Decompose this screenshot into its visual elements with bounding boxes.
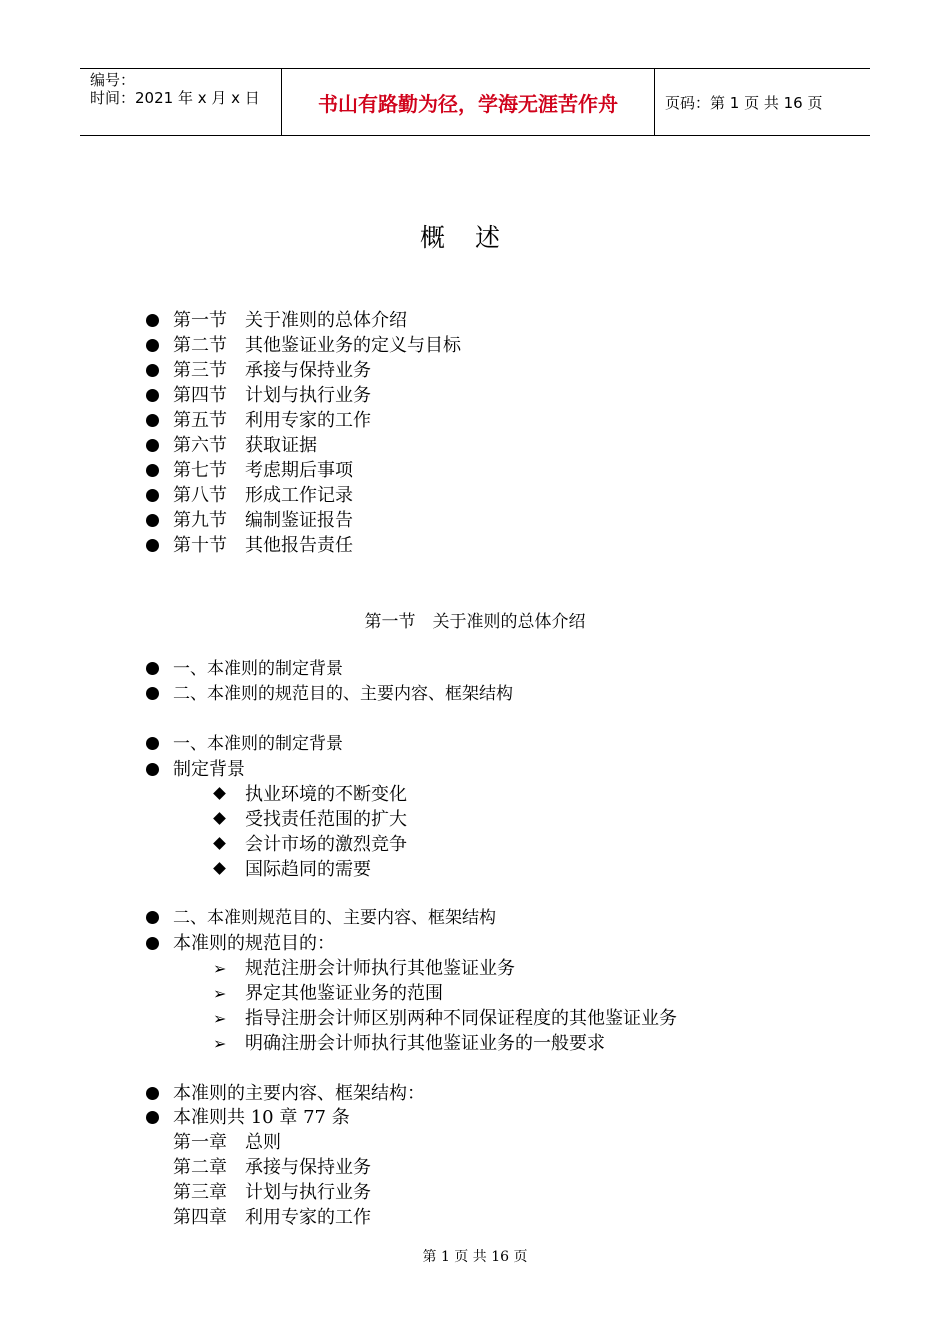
chapter-item: 第四章 利用专家的工作 bbox=[173, 1207, 371, 1228]
bullet-dot-icon bbox=[146, 662, 159, 675]
background-item: 受找责任范围的扩大 bbox=[213, 807, 407, 832]
bullet-dot-icon bbox=[146, 414, 159, 427]
header-motto: 书山有路勤为径，学海无涯苦作舟 bbox=[282, 69, 655, 135]
chapter-item: 第一章 总则 bbox=[173, 1132, 281, 1153]
time-label: 时间：2021 年 x 月 x 日 bbox=[90, 89, 260, 107]
toc-item: 第十节 其他报告责任 bbox=[146, 533, 353, 558]
toc-item: 第八节 形成工作记录 bbox=[146, 483, 353, 508]
diamond-bullet-icon bbox=[213, 862, 226, 875]
purpose-item: ➢ 明确注册会计师执行其他鉴证业务的一般要求 bbox=[213, 1033, 605, 1054]
chapters-label: 本准则共 10 章 77 条 bbox=[146, 1105, 350, 1130]
background-item: 会计市场的激烈竞争 bbox=[213, 832, 407, 857]
arrow-bullet-icon: ➢ bbox=[213, 1009, 227, 1028]
purpose-label: 本准则的规范目的： bbox=[146, 931, 335, 956]
bullet-dot-icon bbox=[146, 763, 159, 776]
arrow-bullet-icon: ➢ bbox=[213, 959, 227, 978]
purpose-item: ➢ 规范注册会计师执行其他鉴证业务 bbox=[213, 958, 515, 979]
bullet-dot-icon bbox=[146, 937, 159, 950]
toc-item: 第四节 计划与执行业务 bbox=[146, 383, 371, 408]
page-title: 概述 bbox=[419, 223, 530, 252]
header-meta bbox=[80, 69, 282, 135]
toc-item: 第一节 关于准则的总体介绍 bbox=[146, 308, 407, 333]
header-page-info: 页码：第 1 页 共 16 页 bbox=[665, 93, 823, 112]
toc-item: 第三节 承接与保持业务 bbox=[146, 358, 371, 383]
toc-item: 第九节 编制鉴证报告 bbox=[146, 508, 353, 533]
toc-item: 第二节 其他鉴证业务的定义与目标 bbox=[146, 333, 461, 358]
bullet-dot-icon bbox=[146, 439, 159, 452]
arrow-bullet-icon: ➢ bbox=[213, 1034, 227, 1053]
bullet-dot-icon bbox=[146, 737, 159, 750]
toc-item: 第七节 考虑期后事项 bbox=[146, 458, 353, 483]
purpose-item: ➢ 界定其他鉴证业务的范围 bbox=[213, 983, 443, 1004]
bullet-dot-icon bbox=[146, 687, 159, 700]
number-label: 编号： bbox=[90, 71, 136, 89]
bullet-dot-icon bbox=[146, 389, 159, 402]
background-item: 国际趋同的需要 bbox=[213, 857, 371, 882]
part-heading: 一、本准则的制定背景 bbox=[146, 732, 343, 757]
outline-item: 一、本准则的制定背景 bbox=[146, 657, 343, 682]
background-item: 执业环境的不断变化 bbox=[213, 782, 407, 807]
diamond-bullet-icon bbox=[213, 812, 226, 825]
bullet-dot-icon bbox=[146, 489, 159, 502]
bullet-dot-icon bbox=[146, 1087, 159, 1100]
chapter-item: 第二章 承接与保持业务 bbox=[173, 1157, 371, 1178]
bullet-dot-icon bbox=[146, 911, 159, 924]
purpose-item: ➢ 指导注册会计师区别两种不同保证程度的其他鉴证业务 bbox=[213, 1008, 677, 1029]
diamond-bullet-icon bbox=[213, 787, 226, 800]
bullet-dot-icon bbox=[146, 514, 159, 527]
content-label: 本准则的主要内容、框架结构： bbox=[146, 1081, 425, 1106]
toc-item: 第六节 获取证据 bbox=[146, 433, 317, 458]
part-heading: 二、本准则规范目的、主要内容、框架结构 bbox=[146, 906, 496, 931]
bullet-dot-icon bbox=[146, 339, 159, 352]
bullet-dot-icon bbox=[146, 464, 159, 477]
bullet-dot-icon bbox=[146, 539, 159, 552]
toc-item: 第五节 利用专家的工作 bbox=[146, 408, 371, 433]
chapter-item: 第三章 计划与执行业务 bbox=[173, 1182, 371, 1203]
bullet-dot-icon bbox=[146, 364, 159, 377]
diamond-bullet-icon bbox=[213, 837, 226, 850]
background-label: 制定背景 bbox=[146, 757, 245, 782]
bullet-dot-icon bbox=[146, 1111, 159, 1124]
page-header bbox=[80, 68, 870, 136]
arrow-bullet-icon: ➢ bbox=[213, 984, 227, 1003]
bullet-dot-icon bbox=[146, 314, 159, 327]
outline-item: 二、本准则的规范目的、主要内容、框架结构 bbox=[146, 682, 513, 707]
page-footer: 第 1 页 共 16 页 bbox=[422, 1249, 528, 1265]
section-title: 第一节 关于准则的总体介绍 bbox=[364, 612, 586, 632]
